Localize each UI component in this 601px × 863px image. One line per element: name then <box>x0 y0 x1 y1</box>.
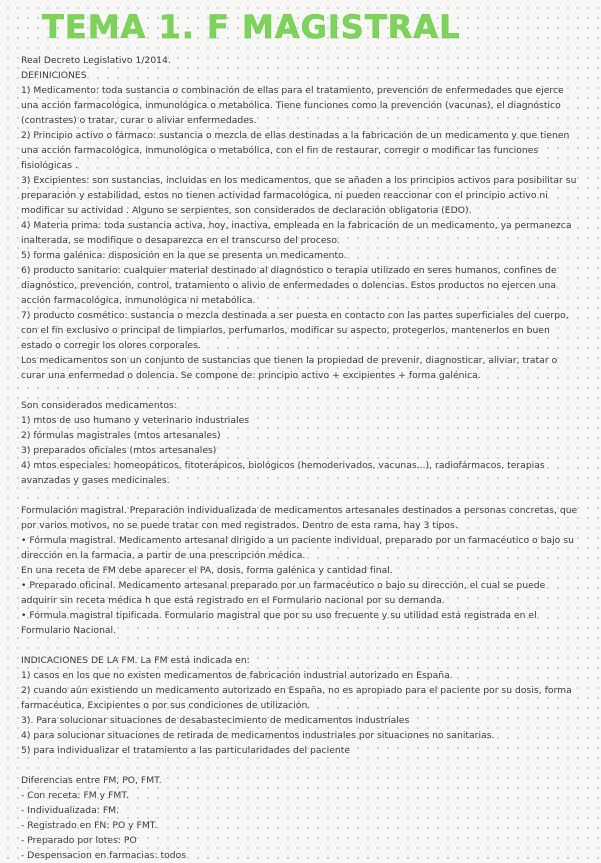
list-item: - Preparado por lotes: PO <box>21 835 137 846</box>
list-item: 3). Para solucionar situaciones de desabastecimiento de medicamentos industriales <box>21 715 410 726</box>
definition-excipientes: 3) Excipientes: son sustancias, incluidas en los medicamentos, que se añaden a los principios activos para posibilitar su preparación y estabilidad, estos no tienen actividad farmacológica, ni pueden reaccionar con el principio activo ni modificar su actividad . Alguno se serpientes, son considerados de declaración obligatoria (EDO). <box>21 175 577 216</box>
section-heading-medicamentos: Son considerados medicamentos: <box>21 400 177 411</box>
definition-materia-prima: 4) Materia prima: toda sustancia activa, hoy, inactiva, empleada en la fabricación de un medicamento, ya permanezca inalterada, se modifique o desaparezca en el transcurso del proceso. <box>21 220 572 246</box>
list-item: 4) mtos especiales: homeopáticos, fitoterápicos, biológicos (hemoderivados, vacunas...), radiofármacos, terapias avanzadas y gases medicinales. <box>21 460 545 486</box>
spacer <box>21 758 581 773</box>
list-item: 5) para individualizar el tratamiento a las particularidades del paciente <box>21 745 351 756</box>
definition-principio-activo: 2) Principio activo o fármaco: sustancia o mezcla de ellas destinadas a la fabricación de un medicamento y que tienen una acción farmacológica, inmunológica o metabólica, con el fin de restaurar, corregir o modificar las funciones fisiológicas . <box>21 130 570 171</box>
bullet-formula-magistral: • Fórmula magistral. Medicamento artesanal dirigido a un paciente individual, preparado por un farmacéutico o bajo su dirección en la farmacia, a partir de una prescripción médica. <box>21 535 574 561</box>
section-heading-definiciones: DEFINICIONES <box>21 70 87 81</box>
definition-forma-galenica: 5) forma galénica: disposición en la que se presenta un medicamento. <box>21 250 347 261</box>
list-item: 1) mtos de uso humano y veterinario industriales <box>21 415 250 426</box>
list-item: 2) cuando aún existiendo un medicamento autorizado en España, no es apropiado para el paciente por su dosis, forma farmacéutica, Excipientes o por sus condiciones de utilización. <box>21 685 572 711</box>
definition-medicamento: 1) Medicamento: toda sustancia o combinación de ellas para el tratamiento, prevención de enfermedades que ejerce una acción farmacológica, inmunológica o metabólica. Tiene funciones como la prevención (vacunas), el diagnóstico (contrastes) o tratar, curar o aliviar enfermedades. <box>21 85 564 126</box>
definition-producto-cosmetico: 7) producto cosmético: sustancia o mezcla destinada a ser puesta en contacto con las partes superficiales del cuerpo, con el fin exclusivo o principal de limpiarlos, perfumarlos, modificar su aspecto, protegerlos, mantenerlos en buen estado o corregir los olores corporales. <box>21 310 569 351</box>
spacer <box>21 638 581 653</box>
list-item: 3) preparados oficiales (mtos artesanales) <box>21 445 217 456</box>
list-item: - Con receta: FM y FMT. <box>21 790 129 801</box>
page-title: TEMA 1. F MAGISTRAL <box>42 8 461 46</box>
definition-producto-sanitario: 6) producto sanitario: cualquier material destinado al diagnóstico o terapia utilizado en seres humanos, confines de diagnóstico, prevención, control, tratamiento o alivio de enfermedades o dolencias. Estos productos no ejercen una acción farmacológica, inmunológica ni metabólica. <box>21 265 557 306</box>
list-item: 2) fórmulas magistrales (mtos artesanales) <box>21 430 221 441</box>
list-item: - Despensacion en farmacias: todos <box>21 850 187 861</box>
spacer <box>21 383 581 398</box>
list-item: 4) para solucionar situaciones de retirada de medicamentos industriales por situaciones no sanitarias. <box>21 730 495 741</box>
legal-reference: Real Decreto Legislativo 1/2014. <box>21 55 171 66</box>
list-item: 1) casos en los que no existen medicamentos de fabricación industrial autorizado en España. <box>21 670 453 681</box>
notes-body <box>21 53 581 863</box>
bullet-preparado-oficinal: • Preparado oficinal. Medicamento artesanal preparado por un farmacéutico o bajo su dirección, el cual se puede adquirir sin receta médica h que está registrado en el Formulario nacional por su demanda. <box>21 580 546 606</box>
section-heading-diferencias: Diferencias entre FM, PO, FMT. <box>21 775 162 786</box>
list-item: - Individualizada: FM. <box>21 805 120 816</box>
formulacion-magistral-intro: Formulación magistral. Preparación individualizada de medicamentos artesanales destinados a personas concretas, que por varios motivos, no se puede tratar con med registrados. Dentro de esta rama, hay 3 tipos. <box>21 505 578 531</box>
medicamentos-summary: Los medicamentos son un conjunto de sustancias que tienen la propiedad de prevenir, diagnosticar, aliviar, tratar o curar una enfermedad o dolencia. Se compone de: principio activo + excipientes + forma galénica. <box>21 355 558 381</box>
receta-fm-note: En una receta de FM debe aparecer el PA, dosis, forma galénica y cantidad final. <box>21 565 393 576</box>
bullet-formula-tipificada: • Fórmula magistral tipificada. Formulario magistral que por su uso frecuente y su utilidad está registrada en el Formulario Nacional. <box>21 610 537 636</box>
spacer <box>21 488 581 503</box>
list-item: - Registrado en FN: PO y FMT. <box>21 820 158 831</box>
section-heading-indicaciones: INDICACIONES DE LA FM. La FM está indicada en: <box>21 655 250 666</box>
